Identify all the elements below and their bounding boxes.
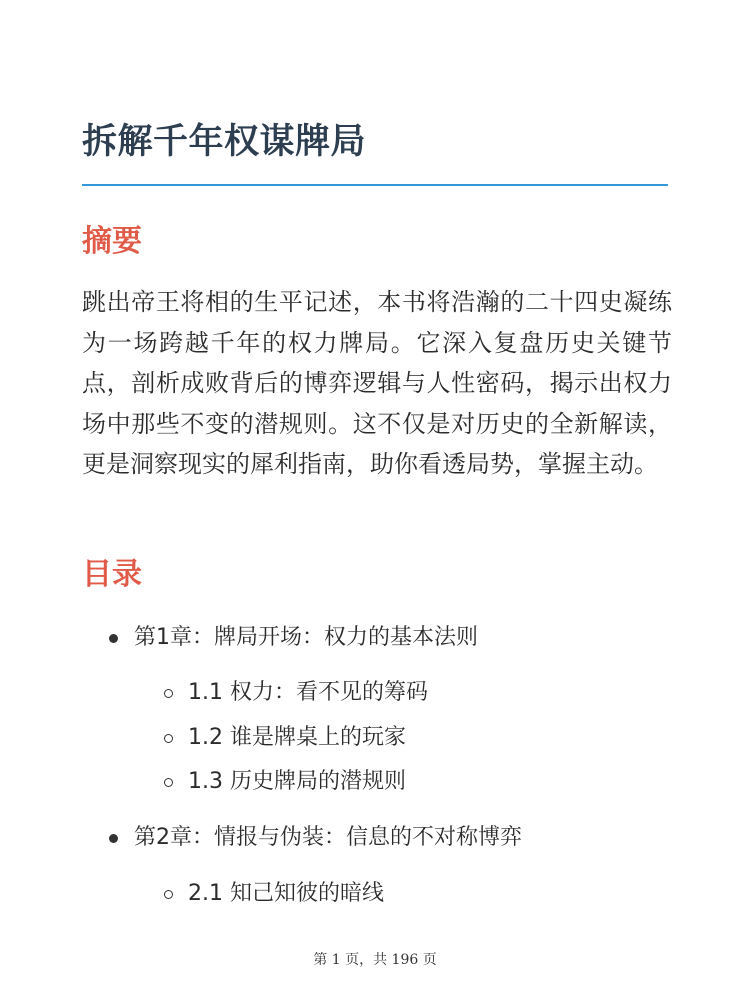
filled-bullet-icon	[109, 834, 118, 843]
hollow-bullet-icon	[164, 689, 173, 698]
hollow-bullet-icon	[164, 890, 173, 899]
toc-chapter-label: 第2章：情报与伪装：信息的不对称博弈	[134, 825, 522, 850]
hollow-bullet-icon	[164, 778, 173, 787]
summary-paragraph: 跳出帝王将相的生平记述，本书将浩瀚的二十四史凝练为一场跨越千年的权力牌局。它深入复盘历史关键节点，剖析成败背后的博弈逻辑与人性密码，揭示出权力场中那些不变的潜规则。这不仅是对历史的全新解读，更是洞察现实的犀利指南，助你看透局势，掌握主动。	[82, 288, 672, 478]
filled-bullet-icon	[109, 634, 118, 643]
summary-heading: 摘要	[82, 224, 142, 259]
document-title: 拆解千年权谋牌局	[82, 122, 367, 162]
toc-heading: 目录	[82, 557, 142, 592]
page-number-footer: 第 1 页，共 196 页	[313, 952, 437, 968]
toc-chapter-label: 第1章：牌局开场：权力的基本法则	[134, 625, 478, 650]
title-divider	[82, 184, 668, 186]
hollow-bullet-icon	[164, 734, 173, 743]
toc-section-label: 1.1 权力：看不见的筹码	[188, 680, 428, 705]
toc-section-label: 1.2 谁是牌桌上的玩家	[188, 725, 406, 750]
toc-section-label: 1.3 历史牌局的潜规则	[188, 769, 406, 794]
toc-section-label: 2.1 知己知彼的暗线	[188, 881, 384, 906]
